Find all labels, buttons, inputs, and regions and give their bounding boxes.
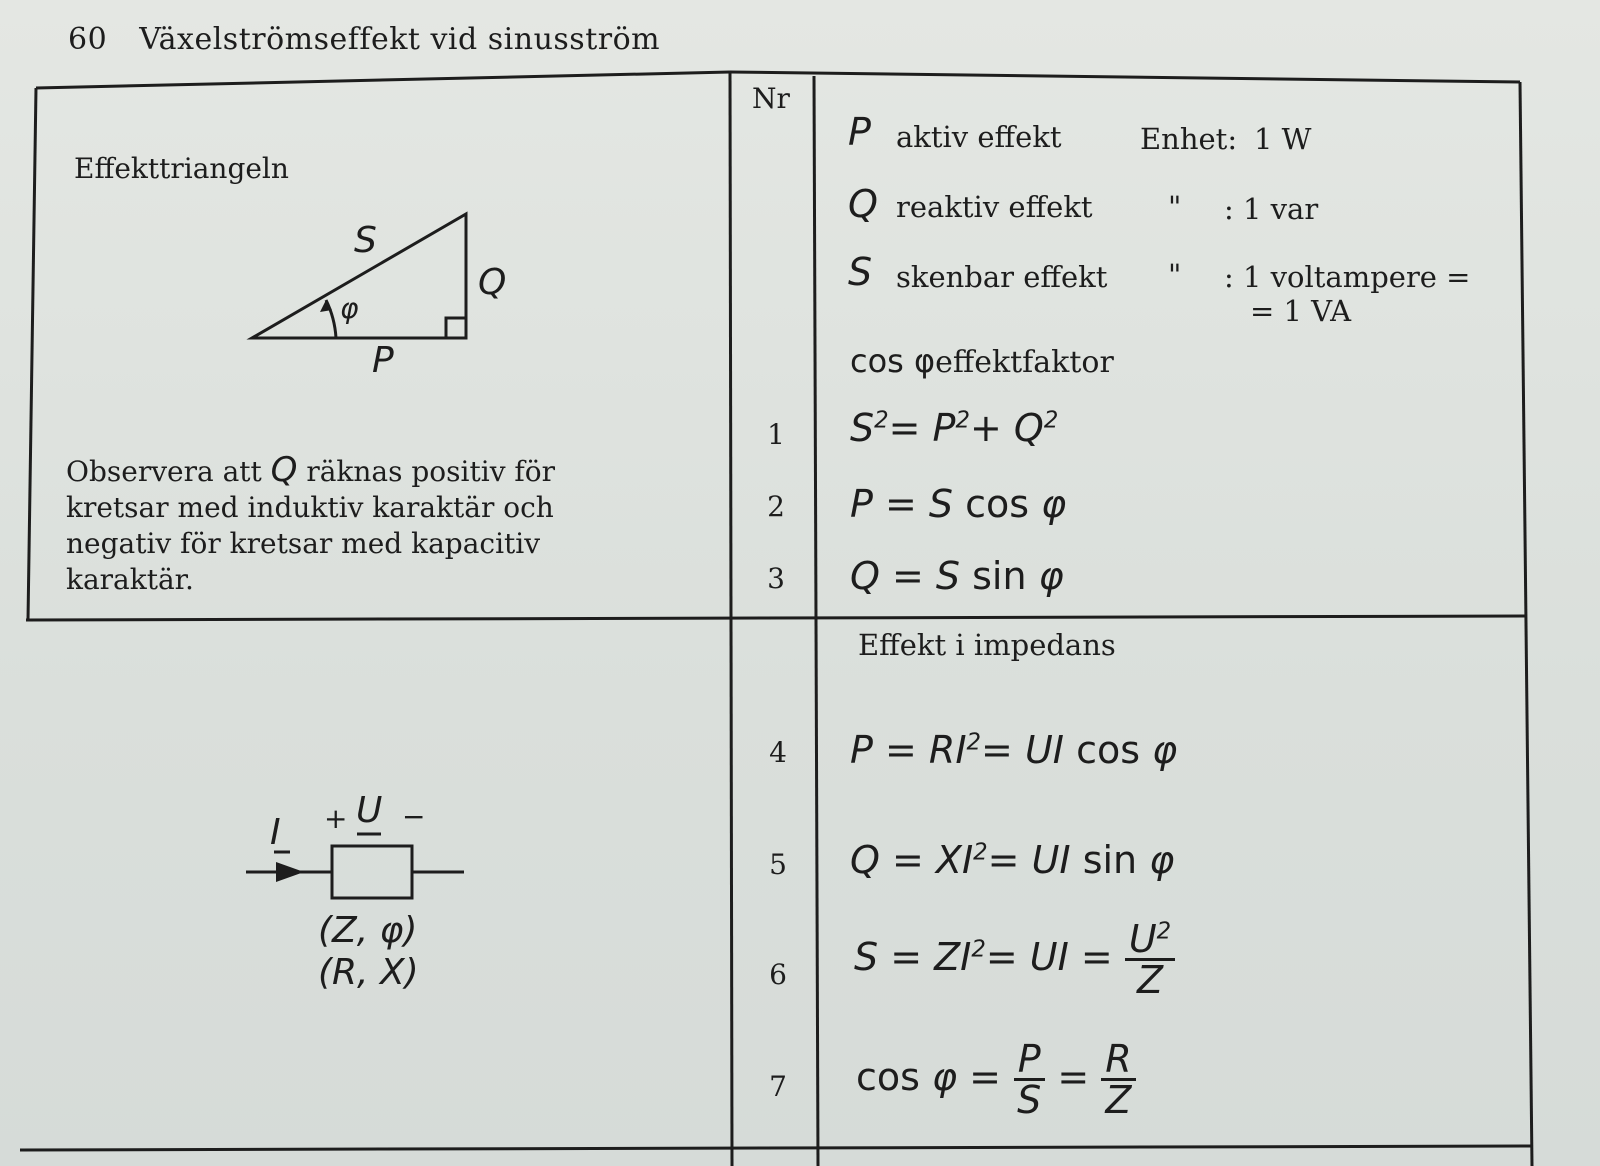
triangle-heading: Effekttriangeln	[74, 152, 289, 185]
note-text	[66, 452, 666, 598]
triangle-label-phi: φ	[340, 292, 359, 325]
def-unit-prefix-p: Enhet:	[1140, 122, 1238, 156]
def-unit-s-cont: = 1 VA	[1250, 294, 1352, 328]
cosphi-name: effektfaktor	[935, 345, 1114, 380]
triangle-label-p: P	[372, 340, 394, 381]
def-symbol-p: P	[848, 110, 871, 154]
current-arrow	[276, 862, 304, 882]
formula-2: P = S cos φ	[850, 482, 1067, 526]
triangle-label-s: S	[354, 220, 377, 261]
triangle-label-q: Q	[478, 262, 507, 303]
def-symbol-s: S	[848, 250, 873, 294]
def-unit-s: : 1 voltampere =	[1224, 260, 1471, 294]
circuit-voltage-minus: −	[402, 800, 426, 833]
cosphi-symbol: cos φ	[850, 342, 936, 380]
note-symbol: Q	[270, 450, 298, 490]
def-symbol-q: Q	[848, 182, 878, 226]
circuit-voltage-plus: +	[324, 802, 348, 835]
formula-nr-5: 5	[769, 848, 787, 881]
formula-5: $Q = XI^2=$ UI sin φ	[850, 838, 1175, 882]
formula-nr-7: 7	[769, 1070, 787, 1103]
formula-1: $S^2= P^2+ Q^2$	[850, 406, 1059, 450]
page-title: Växelströmseffekt vid sinusström	[139, 22, 661, 57]
def-name-q: reaktiv effekt	[896, 190, 1093, 224]
formula-4: $P = RI^2=$ UI cos φ	[850, 728, 1178, 772]
nr-column-header: Nr	[752, 82, 790, 115]
formula-6: $S = ZI^2=$ UI = $\frac{U^2}{Z}$	[854, 920, 1175, 999]
note-after: räknas positiv för kretsar med induktiv karaktär och negativ för kretsar med kapacitiv karaktär.	[66, 455, 556, 596]
cosphi-row	[850, 342, 1114, 380]
circuit-params-1: (Z, φ)	[318, 910, 418, 951]
def-unit-q: : 1 var	[1224, 192, 1319, 226]
page-number: 60	[68, 22, 108, 57]
def-unit-prefix-q: "	[1168, 190, 1182, 224]
circuit-params-2: (R, X)	[318, 952, 419, 993]
def-name-p: aktiv effekt	[896, 120, 1062, 154]
def-unit-prefix-s: "	[1168, 258, 1182, 292]
formula-nr-1: 1	[767, 418, 785, 451]
def-unit-p: 1 W	[1254, 122, 1312, 156]
formula-nr-6: 6	[769, 958, 787, 991]
formula-3: Q = S sin φ	[850, 554, 1064, 598]
formula-7: cos φ = $\frac{P}{S}$ = $\frac{R}{Z}$	[856, 1040, 1136, 1119]
section-heading-impedance: Effekt i impedans	[858, 628, 1116, 662]
def-name-s: skenbar effekt	[896, 260, 1108, 294]
formula-nr-4: 4	[769, 736, 787, 769]
circuit-voltage-label: U	[356, 790, 383, 831]
formula-nr-2: 2	[767, 490, 785, 523]
circuit-current-label: I	[270, 812, 281, 853]
formula-nr-3: 3	[767, 562, 785, 595]
note-before: Observera att	[66, 455, 271, 488]
